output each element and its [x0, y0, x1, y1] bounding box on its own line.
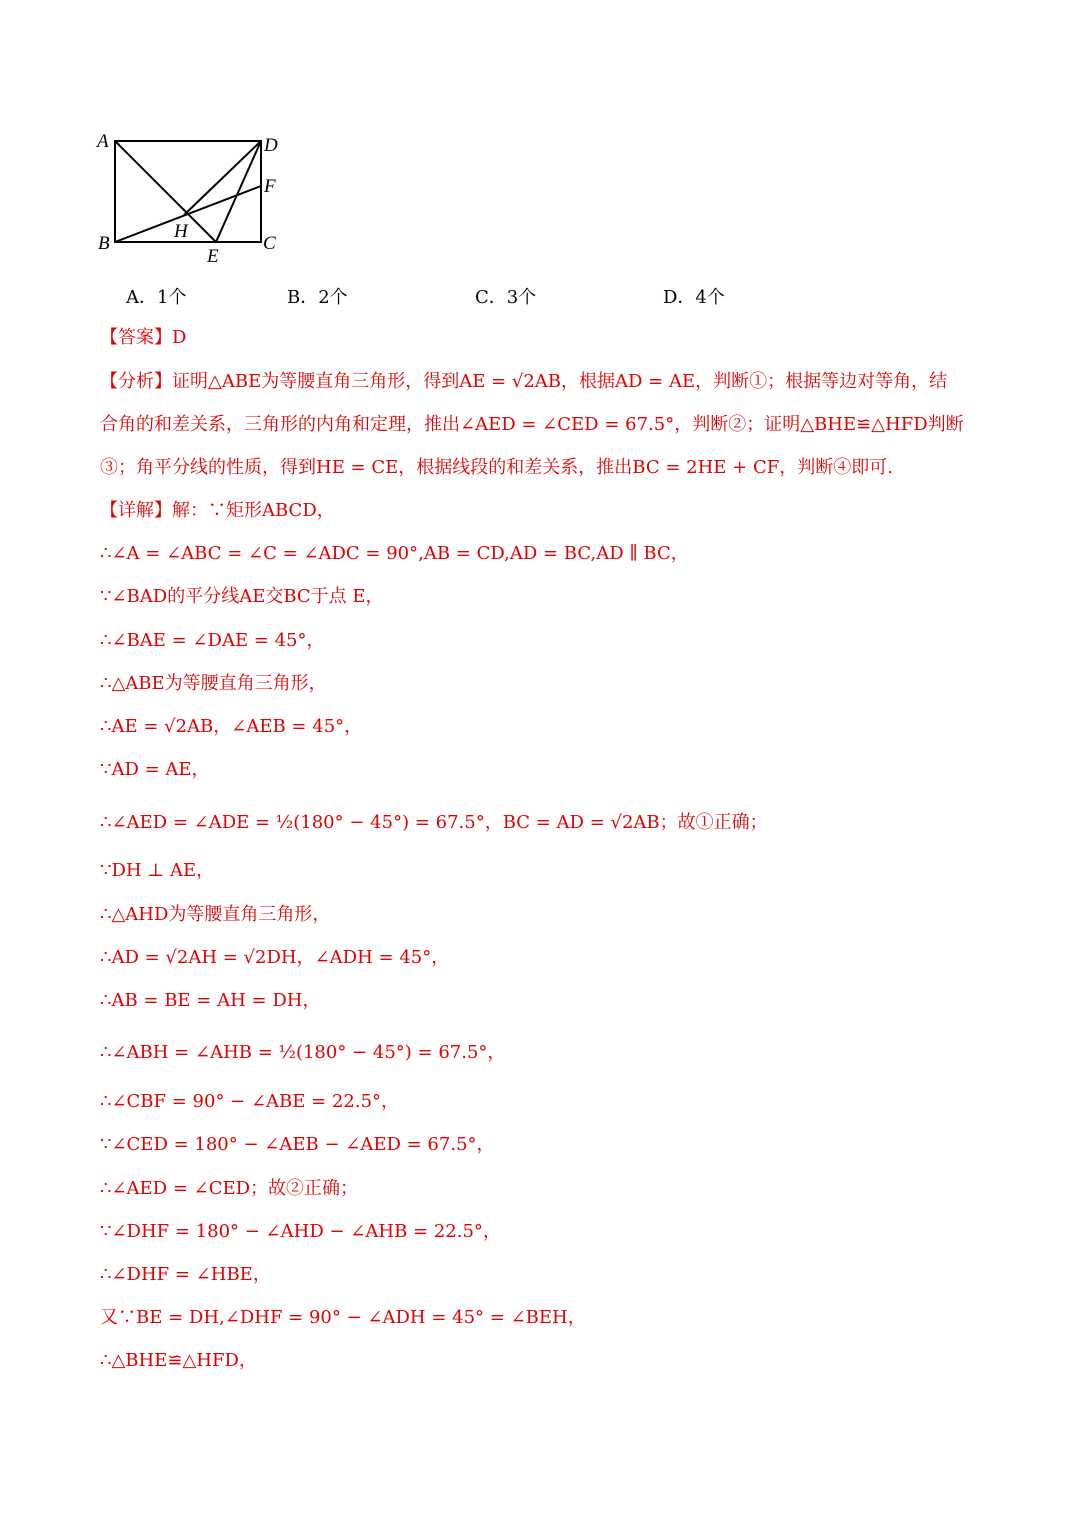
option-b: B．2个: [287, 287, 348, 308]
detail-line-7: ∵AD = AE，: [100, 759, 210, 780]
detail-line-8: ∴∠AED = ∠ADE = ½(180° − 45°) = 67.5°，BC = AD = √2AB；故①正确；: [100, 812, 768, 833]
analysis-line-1: 【分析】证明△ABE为等腰直角三角形，得到AE = √2AB，根据AD = AE，判断①；根据等边对等角，结: [100, 371, 948, 392]
geometry-figure: [92, 128, 292, 268]
label-b: B: [98, 233, 110, 254]
detail-line-2: ∴∠A = ∠ABC = ∠C = ∠ADC = 90°,AB = CD,AD = BC,AD ∥ BC，: [100, 543, 689, 564]
detail-line-10: ∴△AHD为等腰直角三角形，: [100, 904, 331, 925]
detail-line-4: ∴∠BAE = ∠DAE = 45°，: [100, 630, 325, 651]
label-c: C: [263, 233, 276, 254]
option-d: D．4个: [663, 287, 725, 308]
detail-line-17: ∵∠DHF = 180° − ∠AHD − ∠AHB = 22.5°，: [100, 1221, 501, 1242]
segment-ae: [115, 141, 216, 242]
segment-de: [216, 141, 261, 242]
answer-options: [0, 283, 1080, 309]
detail-line-3: ∵∠BAD的平分线AE交BC于点 E，: [100, 586, 384, 607]
segment-dh: [184, 141, 261, 215]
detail-line-1: 【详解】解：∵矩形ABCD，: [100, 500, 335, 521]
answer-line: 【答案】D: [100, 327, 187, 348]
detail-line-9: ∵DH ⊥ AE，: [100, 860, 215, 881]
label-f: F: [264, 176, 276, 197]
option-c: C．3个: [475, 287, 537, 308]
detail-line-13: ∴∠ABH = ∠AHB = ½(180° − 45°) = 67.5°，: [100, 1042, 506, 1063]
detail-line-20: ∴△BHE≌△HFD，: [100, 1350, 257, 1371]
option-a: A．1个: [126, 287, 187, 308]
segment-bf: [115, 186, 261, 242]
rectangle-diagram: [92, 128, 292, 268]
analysis-line-2: 合角的和差关系，三角形的内角和定理，推出∠AED = ∠CED = 67.5°，判断②；证明△BHE≌△HFD判断: [100, 414, 964, 435]
detail-line-6: ∴AE = √2AB，∠AEB = 45°，: [100, 716, 363, 737]
label-e: E: [207, 246, 219, 267]
detail-line-15: ∵∠CED = 180° − ∠AEB − ∠AED = 67.5°，: [100, 1134, 495, 1155]
detail-line-14: ∴∠CBF = 90° − ∠ABE = 22.5°，: [100, 1091, 400, 1112]
analysis-line-3: ③；角平分线的性质，得到HE = CE，根据线段的和差关系，推出BC = 2HE + CF，判断④即可.: [100, 457, 893, 478]
detail-line-12: ∴AB = BE = AH = DH，: [100, 990, 321, 1011]
detail-line-18: ∴∠DHF = ∠HBE，: [100, 1264, 271, 1285]
detail-line-19: 又∵BE = DH,∠DHF = 90° − ∠ADH = 45° = ∠BEH，: [100, 1307, 586, 1328]
label-d: D: [264, 135, 278, 156]
label-h: H: [174, 221, 188, 242]
detail-line-11: ∴AD = √2AH = √2DH，∠ADH = 45°，: [100, 947, 450, 968]
detail-line-5: ∴△ABE为等腰直角三角形，: [100, 673, 327, 694]
label-a: A: [97, 131, 109, 152]
detail-line-16: ∴∠AED = ∠CED；故②正确；: [100, 1178, 359, 1199]
